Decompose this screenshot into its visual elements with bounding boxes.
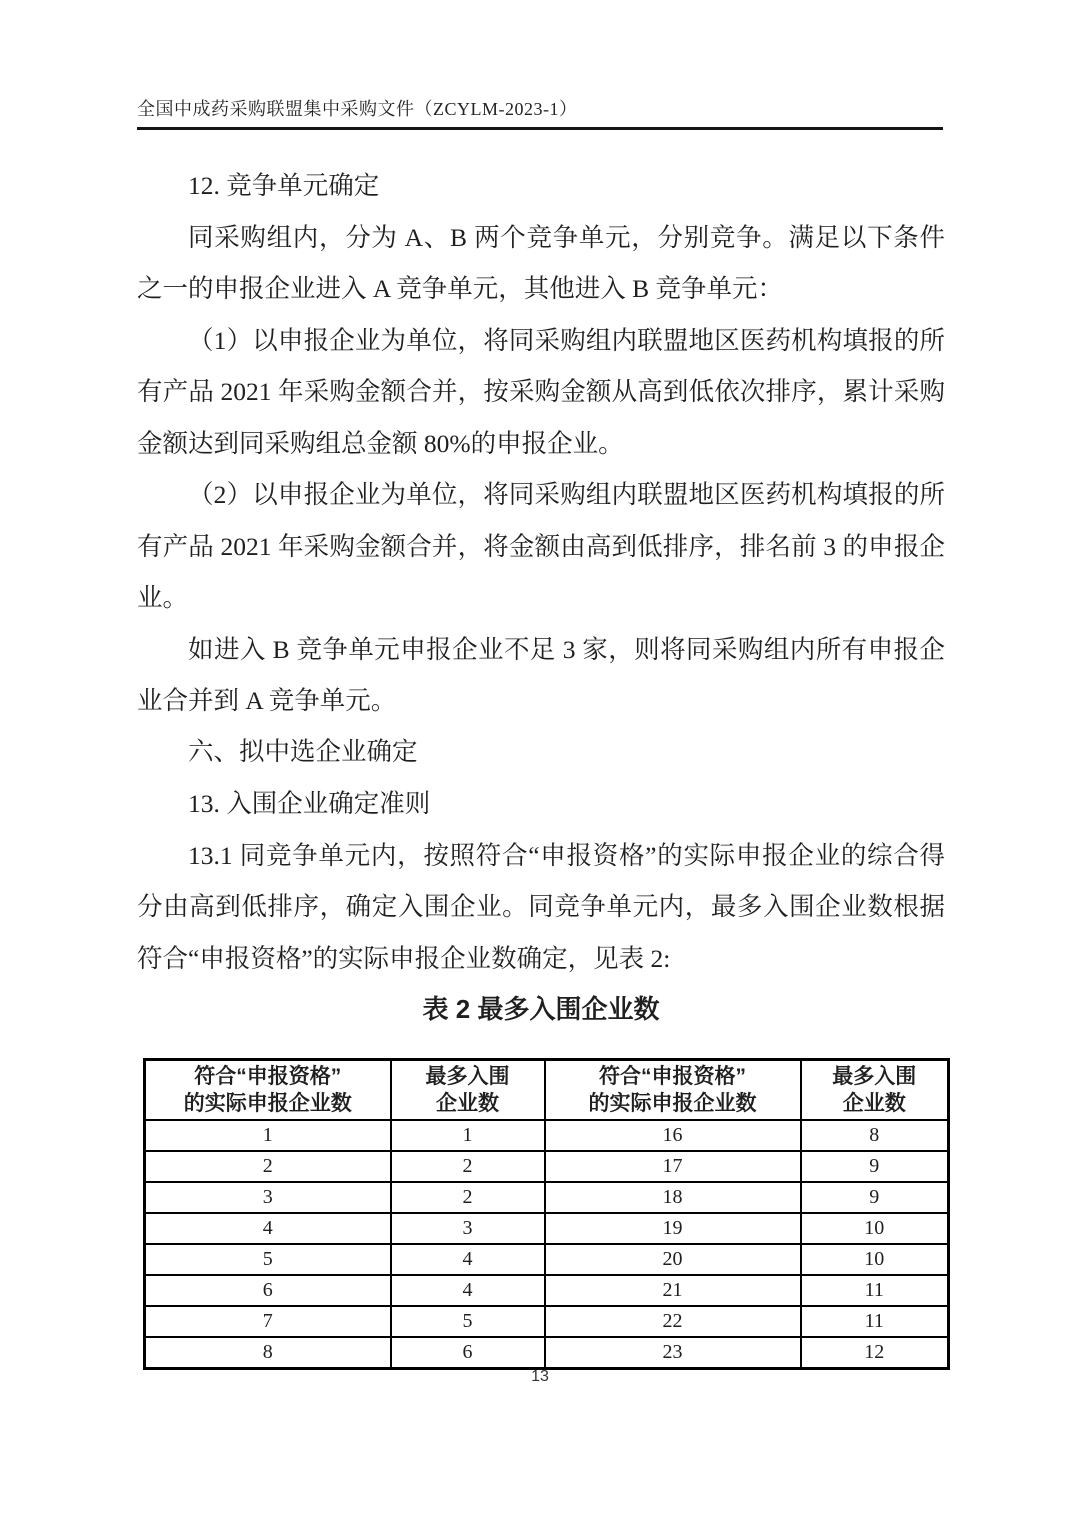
paragraph-b-unit-merge: 如进入 B 竞争单元申报企业不足 3 家，则将同采购组内所有申报企业合并到 A 竞争单元。 bbox=[137, 634, 945, 715]
table-cell: 9 bbox=[801, 1182, 949, 1213]
table-cell: 19 bbox=[545, 1213, 801, 1244]
table-cell: 10 bbox=[801, 1244, 949, 1275]
table-cell: 12 bbox=[801, 1337, 949, 1369]
page-number: 13 bbox=[531, 1368, 549, 1385]
table-cell: 5 bbox=[145, 1244, 391, 1275]
max-shortlist-table bbox=[143, 1058, 950, 1370]
table-row bbox=[145, 1306, 949, 1337]
document-body bbox=[137, 160, 945, 1370]
table-cell: 3 bbox=[145, 1182, 391, 1213]
table-cell: 20 bbox=[545, 1244, 801, 1275]
table-cell: 5 bbox=[391, 1306, 545, 1337]
table-column-header: 符合“申报资格” 的实际申报企业数 bbox=[545, 1059, 801, 1120]
table-cell: 23 bbox=[545, 1337, 801, 1369]
table-row bbox=[145, 1213, 949, 1244]
table-cell: 18 bbox=[545, 1182, 801, 1213]
section-heading-13: 13. 入围企业确定准则 bbox=[188, 789, 431, 818]
section-heading-12: 12. 竞争单元确定 bbox=[188, 171, 380, 200]
table-header-row bbox=[145, 1059, 949, 1120]
paragraph-13-1: 13.1 同竞争单元内，按照符合“申报资格”的实际申报企业的综合得分由高到低排序，确定入围企业。同竞争单元内，最多入围企业数根据符合“申报资格”的实际申报企业数确定，见表 2: bbox=[137, 840, 945, 973]
table-cell: 22 bbox=[545, 1306, 801, 1337]
paragraph-condition-1: （1）以申报企业为单位，将同采购组内联盟地区医药机构填报的所有产品 2021 年采购金额合并，按采购金额从高到低依次排序，累计采购金额达到同采购组总金额 80%的申报企业。 bbox=[137, 325, 945, 458]
table-row bbox=[145, 1120, 949, 1151]
table-cell: 1 bbox=[145, 1120, 391, 1151]
table-cell: 1 bbox=[391, 1120, 545, 1151]
table-cell: 4 bbox=[145, 1213, 391, 1244]
section-heading-six: 六、拟中选企业确定 bbox=[188, 737, 418, 766]
table2-title: 表 2 最多入围企业数 bbox=[422, 994, 660, 1024]
table-row bbox=[145, 1244, 949, 1275]
table-cell: 3 bbox=[391, 1213, 545, 1244]
table-cell: 11 bbox=[801, 1306, 949, 1337]
table-column-header: 最多入围 企业数 bbox=[801, 1059, 949, 1120]
table-cell: 9 bbox=[801, 1151, 949, 1182]
table-cell: 2 bbox=[391, 1151, 545, 1182]
table-cell: 8 bbox=[801, 1120, 949, 1151]
page-header: 全国中成药采购联盟集中采购文件（ZCYLM-2023-1） bbox=[137, 99, 578, 119]
table-row bbox=[145, 1275, 949, 1306]
table-cell: 11 bbox=[801, 1275, 949, 1306]
header-rule-divider bbox=[137, 127, 943, 130]
table-column-header: 最多入围 企业数 bbox=[391, 1059, 545, 1120]
table-cell: 8 bbox=[145, 1337, 391, 1369]
table-column-header: 符合“申报资格” 的实际申报企业数 bbox=[145, 1059, 391, 1120]
table-cell: 17 bbox=[545, 1151, 801, 1182]
table-cell: 2 bbox=[391, 1182, 545, 1213]
table-cell: 4 bbox=[391, 1244, 545, 1275]
table-cell: 6 bbox=[391, 1337, 545, 1369]
table-cell: 4 bbox=[391, 1275, 545, 1306]
table-row bbox=[145, 1182, 949, 1213]
table-cell: 6 bbox=[145, 1275, 391, 1306]
table-cell: 2 bbox=[145, 1151, 391, 1182]
table-cell: 10 bbox=[801, 1213, 949, 1244]
table-cell: 7 bbox=[145, 1306, 391, 1337]
table-cell: 21 bbox=[545, 1275, 801, 1306]
table-cell: 16 bbox=[545, 1120, 801, 1151]
paragraph-competition-units: 同采购组内，分为 A、B 两个竞争单元，分别竞争。满足以下条件之一的申报企业进入 A 竞争单元，其他进入 B 竞争单元： bbox=[137, 222, 945, 303]
paragraph-condition-2: （2）以申报企业为单位，将同采购组内联盟地区医药机构填报的所有产品 2021 年采购金额合并，将金额由高到低排序，排名前 3 的申报企业。 bbox=[137, 480, 945, 612]
table-row bbox=[145, 1337, 949, 1369]
table-row bbox=[145, 1151, 949, 1182]
